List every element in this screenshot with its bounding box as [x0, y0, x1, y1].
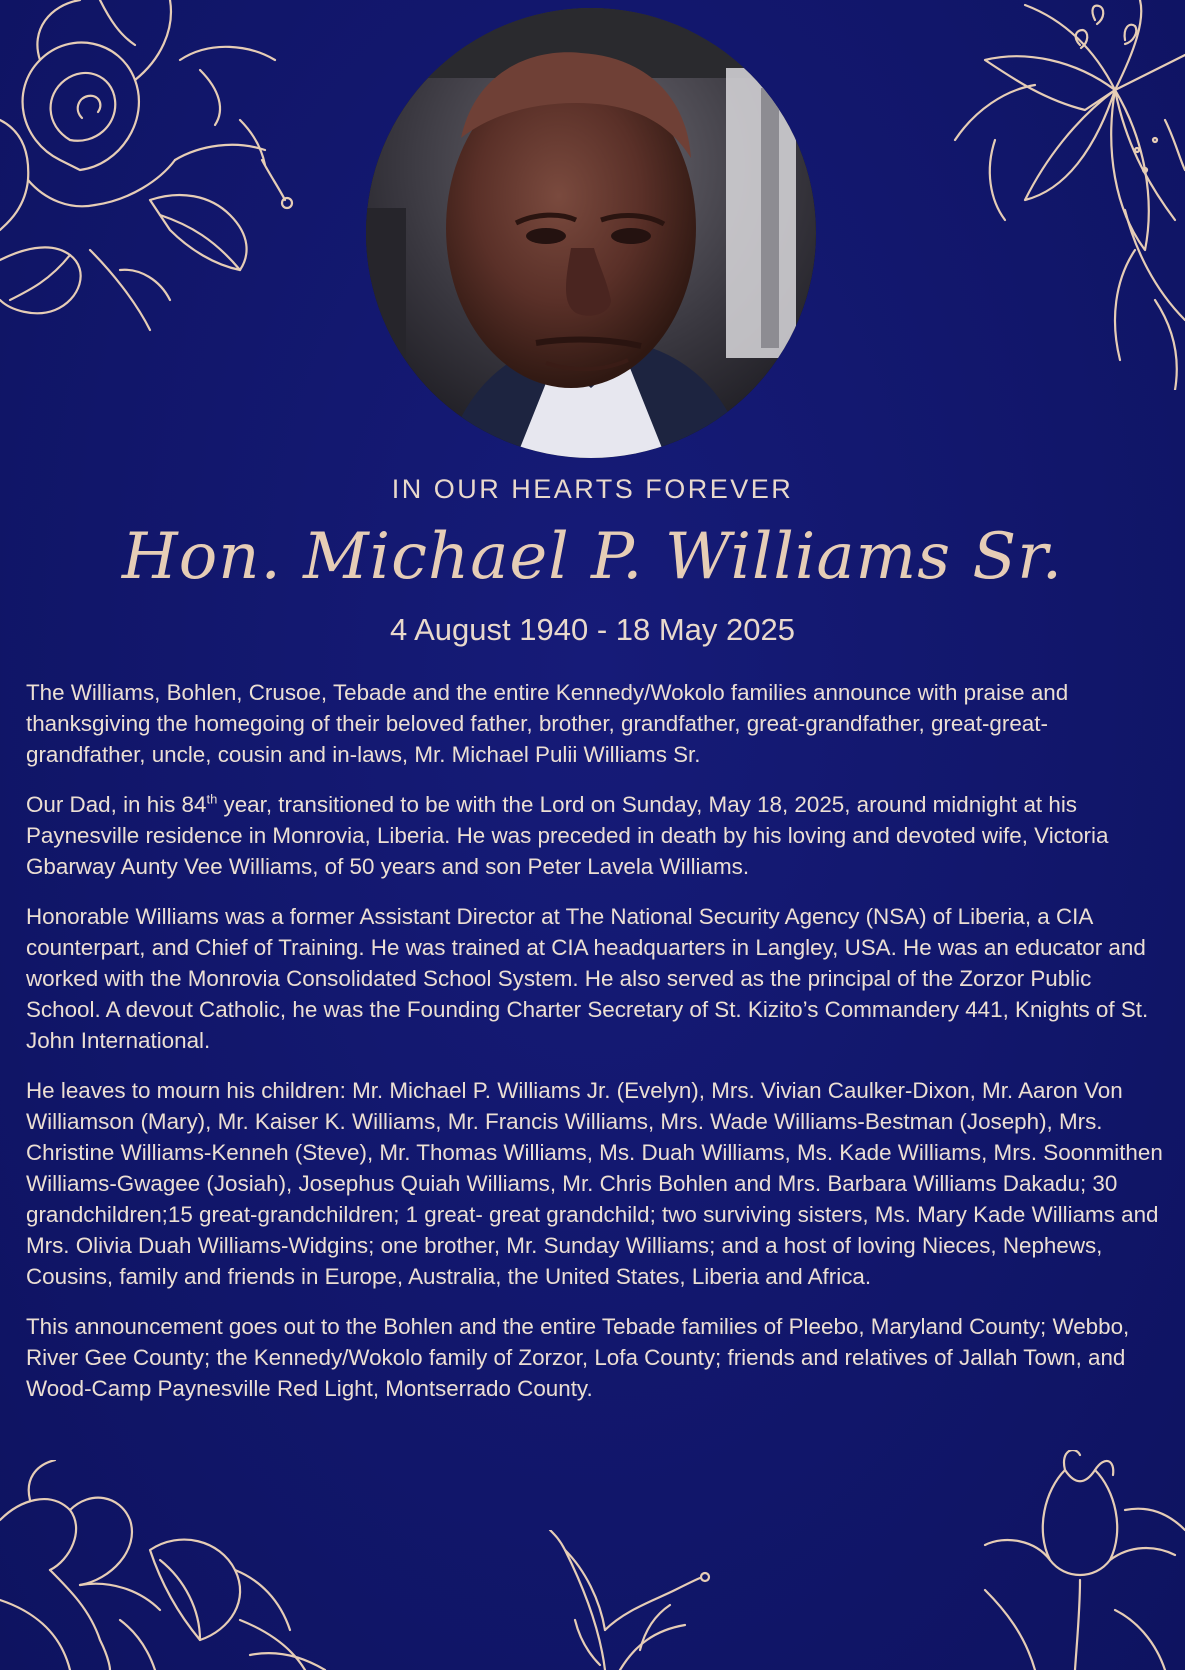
tulip-flower-icon: [965, 1450, 1185, 1670]
lily-bloom-icon: [0, 1460, 330, 1670]
memorial-kicker: IN OUR HEARTS FOREVER: [391, 474, 794, 504]
paragraph-career: Honorable Williams was a former Assistant Director at The National Security Agency (NSA) of Liberia, a CIA counterpart, and Chief of Training. He was trained at CIA headquarters in Langley, USA. He was an educator and worked with the Monrovia Consolidated School System. He also served as the principal of the Zorzor Public School. A devout Catholic, he was the Founding Charter Secretary of St. Kizito’s Commandery 441, Knights of St. John International.: [26, 904, 1149, 1053]
lily-flower-icon: [875, 0, 1185, 390]
paragraph-passing: Our Dad, in his 84th year, transitioned to be with the Lord on Sunday, May 18, 2025, around midnight at his Paynesville residence in Monrovia, Liberia. He was preceded in death by his loving and devoted wife, Victoria Gbarway Aunty Vee Williams, of 50 years and son Peter Lavela Williams.: [26, 791, 1109, 879]
paragraph-closing: This announcement goes out to the Bohlen and the entire Tebade families of Pleebo, Maryland County; Webbo, River Gee County; the Kennedy/Wokolo family of Zorzor, Lofa County; friends and relatives of Jallah Town, and Wood-Camp Paynesville Red Light, Montserrado County.: [26, 1314, 1130, 1401]
portrait-photo: [366, 8, 816, 458]
leaf-sprig-icon: [545, 1530, 725, 1670]
obituary-body: [26, 677, 1166, 1423]
paragraph-survivors: He leaves to mourn his children: Mr. Michael P. Williams Jr. (Evelyn), Mrs. Vivian Caulker-Dixon, Mr. Aaron Von Williamson (Mary), Mr. Kaiser K. Williams, Mr. Francis Williams, Mrs. Wade Williams-Bestman (Joseph), Mrs. Christine Williams-Kenneh (Steve), Mr. Thomas Williams, Ms. Duah Williams, Ms. Kade Williams, Mrs. Soonmithen Williams-Gwagee (Josiah), Josephus Quiah Williams, Mr. Chris Bohlen and Mrs. Barbara Williams Dakadu; 30 grandchildren;15 great-grandchildren; 1 great- great grandchild; two surviving sisters, Ms. Mary Kade Williams and Mrs. Olivia Duah Williams-Widgins; one brother, Mr. Sunday Williams; and a host of loving Nieces, Nephews, Cousins, family and friends in Europe, Australia, the United States, Liberia and Africa.: [26, 1078, 1163, 1289]
deceased-name: Hon. Michael P. Williams Sr.: [121, 520, 1064, 594]
paragraph-announcement: The Williams, Bohlen, Crusoe, Tebade and the entire Kennedy/Wokolo families announce with praise and thanksgiving the homegoing of their beloved father, brother, grandfather, great-grandfather, great-great-grandfather, uncle, cousin and in-laws, Mr. Michael Pulii Williams Sr.: [26, 680, 1069, 767]
peony-flower-icon: [0, 0, 300, 350]
life-dates: 4 August 1940 - 18 May 2025: [389, 612, 795, 647]
